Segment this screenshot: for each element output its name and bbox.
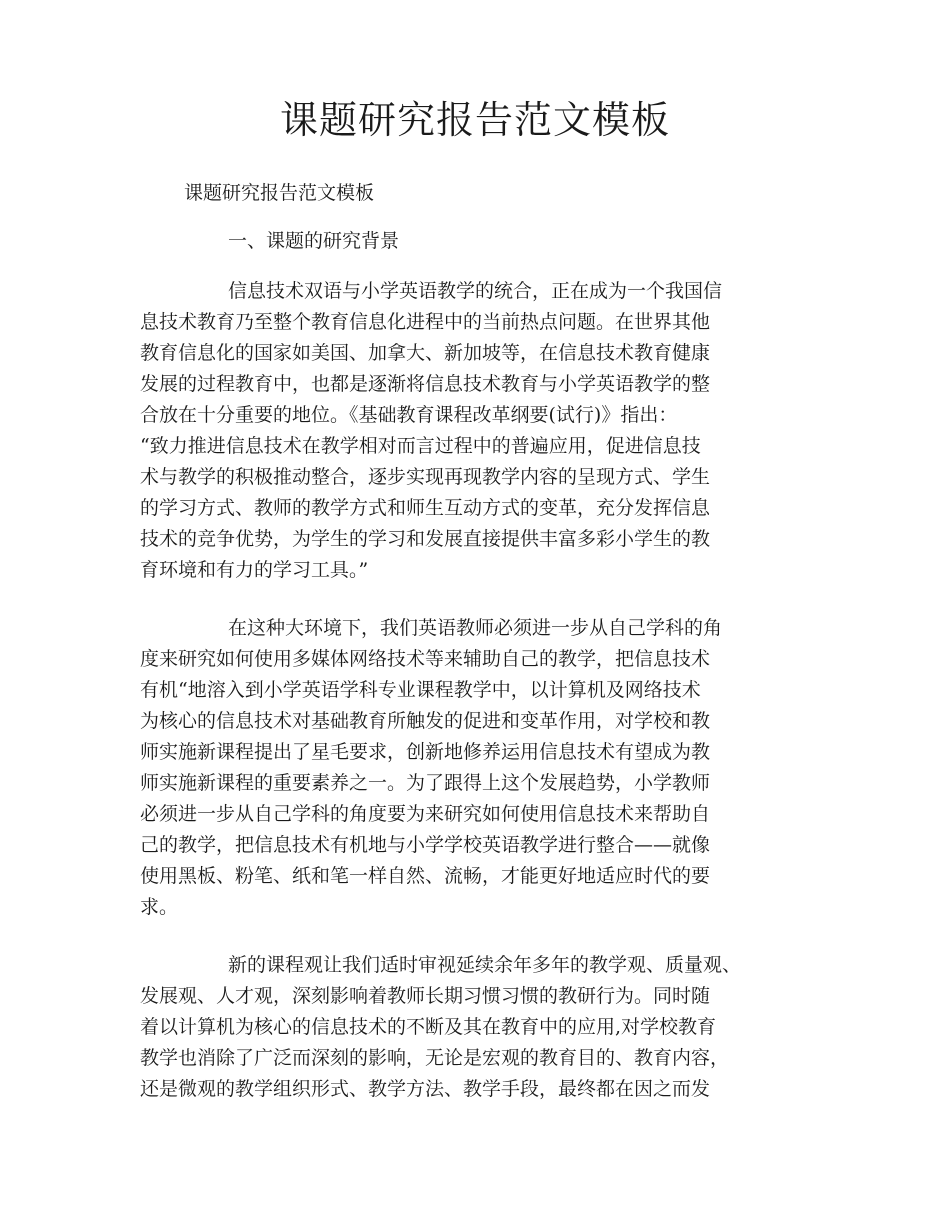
paragraph-line: 师实施新课程提出了星毛要求，创新地修养运用信息技术有望成为教 <box>140 741 711 763</box>
paragraph-line: 有机“地溶入到小学英语学科专业课程教学中，以计算机及网络技术 <box>140 679 701 701</box>
paragraph-line: 必须进一步从自己学科的角度要为来研究如何使用信息技术来帮助自 <box>140 803 711 825</box>
paragraph-line: 合放在十分重要的地位。《基础教育课程改革纲要(试行)》指出： <box>140 404 678 426</box>
paragraph-line: 技术的竞争优势，为学生的学习和发展直接提供丰富多彩小学生的教 <box>140 528 711 550</box>
paragraph-line: 度来研究如何使用多媒体网络技术等来辅助自己的教学，把信息技术 <box>140 648 711 670</box>
paragraph-line: “致力推进信息技术在教学相对而言过程中的普遍应用，促进信息技 <box>140 435 701 457</box>
paragraph-line: 发展的过程教育中，也都是逐渐将信息技术教育与小学英语教学的整 <box>140 373 711 395</box>
paragraph-line: 还是微观的教学组织形式、教学方法、教学手段，最终都在因之而发 <box>140 1078 711 1100</box>
document-subtitle: 课题研究报告范文模板 <box>184 182 375 204</box>
paragraph-line: 息技术教育乃至整个教育信息化进程中的当前热点问题。在世界其他 <box>140 311 711 333</box>
paragraph-line: 术与教学的积极推动整合，逐步实现再现教学内容的呈现方式、学生 <box>140 466 711 488</box>
paragraph-line: 的学习方式、教师的教学方式和师生互动方式的变革，充分发挥信息 <box>140 497 711 519</box>
paragraph-line: 使用黑板、粉笔、纸和笔一样自然、流畅，才能更好地适应时代的要 <box>140 865 711 887</box>
paragraph-line: 发展观、人才观，深刻影响着教师长期习惯习惯的教研行为。同时随 <box>140 985 711 1007</box>
paragraph-line: 着以计算机为核心的信息技术的不断及其在教育中的应用,对学校教育 <box>140 1016 717 1038</box>
paragraph-line: 在这种大环境下，我们英语教师必须进一步从自己学科的角 <box>228 617 723 639</box>
paragraph-line: 己的教学，把信息技术有机地与小学学校英语教学进行整合——就像 <box>140 834 711 856</box>
paragraph-line: 教学也消除了广泛而深刻的影响，无论是宏观的教育目的、教育内容， <box>140 1047 730 1069</box>
document-title: 课题研究报告范文模板 <box>279 98 670 142</box>
paragraph-line: 师实施新课程的重要素养之一。为了跟得上这个发展趋势，小学教师 <box>140 772 711 794</box>
paragraph-line: 教育信息化的国家如美国、加拿大、新加坡等，在信息技术教育健康 <box>140 342 711 364</box>
paragraph-line: 新的课程观让我们适时审视延续余年多年的教学观、质量观、 <box>228 954 742 976</box>
section-heading: 一、课题的研究背景 <box>228 230 400 252</box>
paragraph-line: 求。 <box>140 896 179 918</box>
paragraph-line: 为核心的信息技术对基础教育所触发的促进和变革作用，对学校和教 <box>140 710 711 732</box>
paragraph-line: 信息技术双语与小学英语教学的统合，正在成为一个我国信 <box>228 280 723 302</box>
paragraph-line: 育环境和有力的学习工具。” <box>140 559 369 581</box>
